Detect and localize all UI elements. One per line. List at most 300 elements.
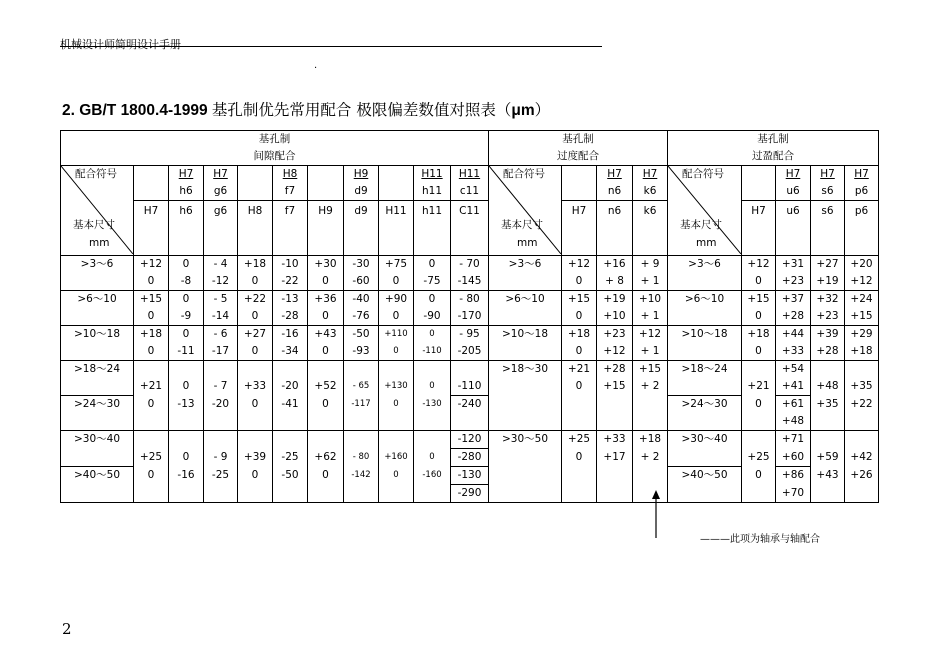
value-cell	[134, 485, 169, 503]
upper-deviation: +12	[567, 258, 591, 270]
upper-deviation: 0	[182, 293, 190, 305]
lower-deviation: -22	[281, 275, 299, 287]
value-cell	[344, 256, 379, 291]
fit-hole: H11	[421, 168, 443, 180]
value-cell	[562, 413, 597, 431]
lower-deviation: -90	[423, 310, 441, 322]
value-cell	[414, 485, 451, 503]
fit-hole: H7	[213, 168, 228, 180]
upper-deviation: +19	[603, 293, 626, 305]
upper-deviation: +35	[845, 378, 879, 396]
upper-deviation: +18	[139, 328, 163, 340]
tolerance-cell: g6	[204, 201, 238, 256]
lower-deviation: -34	[281, 345, 299, 357]
lower-deviation: -20	[204, 396, 238, 414]
value-cell	[742, 291, 776, 326]
upper-deviation: +15	[633, 361, 668, 379]
fit-shaft: k6	[643, 185, 657, 197]
value-cell	[845, 326, 879, 361]
arrow-up-icon	[650, 490, 662, 538]
fit-symbol-cell	[562, 166, 597, 201]
lower-deviation: +33	[781, 345, 805, 357]
lower-deviation: 0	[322, 345, 329, 357]
lower-deviation: -117	[344, 396, 379, 414]
bearing-note: ———此项为轴承与轴配合	[700, 534, 820, 545]
upper-deviation: +31	[781, 258, 805, 270]
value-cell	[204, 256, 238, 291]
upper-deviation: +30	[314, 258, 337, 270]
lower-deviation: -240	[451, 396, 489, 414]
lower-deviation: -142	[344, 467, 379, 485]
upper-deviation: +24	[850, 293, 873, 305]
value-cell	[204, 291, 238, 326]
value-cell	[845, 413, 879, 431]
fit-symbol-label: 配合符号	[503, 168, 545, 180]
fit-hole: H7	[178, 168, 194, 180]
upper-deviation: +160	[379, 449, 414, 467]
size-cell: >24～30	[668, 396, 742, 431]
size-row	[61, 378, 879, 396]
tolerance-cell: h11	[414, 201, 451, 256]
size-cell: >40～50	[61, 467, 134, 503]
corner-diagonal-cell	[668, 166, 742, 256]
size-cell: >30～40	[668, 431, 742, 467]
value-cell	[134, 256, 169, 291]
lower-deviation: +15	[850, 310, 873, 322]
lower-deviation: -14	[211, 310, 230, 322]
upper-deviation: +43	[314, 328, 337, 340]
value-cell	[489, 396, 562, 414]
upper-deviation: +44	[781, 328, 805, 340]
lower-deviation: +18	[850, 345, 873, 357]
fit-hole: H7	[785, 168, 801, 180]
value-cell: +48	[776, 413, 811, 431]
value-cell	[169, 361, 204, 379]
value-cell: +70	[776, 485, 811, 503]
group-label: 基孔制	[258, 133, 291, 145]
value-cell	[134, 413, 169, 431]
lower-deviation: -145	[457, 275, 482, 287]
size-cell: >10～18	[61, 326, 134, 361]
value-cell	[451, 256, 489, 291]
lower-deviation: 0	[251, 310, 259, 322]
lower-deviation: -76	[352, 310, 370, 322]
upper-deviation: 0	[429, 329, 435, 339]
upper-deviation: -20	[273, 378, 308, 396]
lower-deviation: -11	[177, 345, 195, 357]
value-cell	[562, 326, 597, 361]
size-cell: >6～10	[668, 291, 742, 326]
lower-deviation: -130	[414, 396, 451, 414]
unit-label: mm	[517, 237, 538, 249]
fit-symbol-cell	[451, 166, 489, 201]
lower-deviation: -16	[169, 467, 204, 485]
lower-deviation: + 8	[605, 275, 624, 287]
value-cell	[597, 326, 633, 361]
deviation-table	[60, 130, 879, 503]
value-cell	[811, 326, 845, 361]
lower-deviation: 0	[379, 467, 414, 485]
fit-shaft: f7	[284, 185, 296, 197]
upper-deviation: -10	[281, 258, 299, 270]
value-cell	[379, 326, 414, 361]
basic-size-label: 基本尺寸	[501, 219, 543, 231]
lower-deviation: 0	[562, 449, 597, 467]
fit-symbol-cell	[308, 166, 344, 201]
tolerance-cell: H9	[308, 201, 344, 256]
lower-deviation: 0	[251, 275, 259, 287]
value-cell	[451, 413, 489, 431]
fit-symbol-cell	[414, 166, 451, 201]
upper-deviation: - 6	[213, 328, 228, 340]
size-cell: >3～6	[668, 256, 742, 291]
value-cell	[169, 431, 204, 449]
value-cell	[134, 326, 169, 361]
upper-deviation: +32	[816, 293, 839, 305]
value-cell	[344, 291, 379, 326]
fit-shaft: g6	[213, 185, 228, 197]
value-cell	[379, 413, 414, 431]
fit-hole: H7	[607, 168, 622, 180]
upper-deviation: -13	[281, 293, 299, 305]
basic-size-label: 基本尺寸	[680, 219, 722, 231]
value-cell	[273, 291, 308, 326]
value-cell	[597, 256, 633, 291]
upper-deviation: +18	[633, 431, 668, 449]
upper-deviation: +25	[562, 431, 597, 449]
lower-deviation: + 2	[633, 449, 668, 467]
lower-deviation: 0	[134, 396, 169, 414]
value-cell	[562, 256, 597, 291]
upper-deviation: - 5	[213, 293, 228, 305]
value-cell	[742, 361, 776, 379]
lower-deviation: 0	[308, 467, 344, 485]
value-cell: -130	[451, 467, 489, 485]
value-cell	[562, 291, 597, 326]
value-cell	[308, 361, 344, 379]
lower-deviation: -17	[211, 345, 230, 357]
fit-shaft: s6	[821, 185, 834, 197]
lower-deviation: 0	[322, 275, 329, 287]
size-row	[61, 326, 879, 361]
size-cell: >6～10	[489, 291, 562, 326]
upper-deviation: 0	[169, 378, 204, 396]
fit-hole: H7	[642, 168, 658, 180]
upper-deviation: +39	[816, 328, 839, 340]
size-row	[61, 256, 879, 291]
lower-deviation: + 1	[640, 310, 660, 322]
upper-deviation: +12	[139, 258, 163, 270]
value-cell	[273, 413, 308, 431]
lower-deviation: +23	[816, 310, 839, 322]
upper-deviation: +23	[603, 328, 626, 340]
value-cell	[597, 485, 633, 503]
value-cell	[597, 396, 633, 414]
value-cell	[273, 485, 308, 503]
upper-deviation: - 4	[213, 258, 228, 270]
value-cell	[379, 431, 414, 449]
upper-deviation: +59	[811, 449, 845, 467]
value-cell	[204, 485, 238, 503]
upper-deviation: +10	[638, 293, 662, 305]
tolerance-cell: f7	[273, 201, 308, 256]
value-cell	[597, 467, 633, 485]
value-cell	[344, 431, 379, 449]
value-cell	[811, 431, 845, 449]
fit-symbol-cell	[169, 166, 204, 201]
upper-deviation: +21	[562, 361, 597, 379]
fit-hole: H8	[282, 168, 298, 180]
value-cell	[489, 449, 562, 467]
value-cell	[204, 361, 238, 379]
lower-deviation: +35	[811, 396, 845, 414]
header-rule	[60, 46, 602, 47]
group-label: 基孔制	[757, 133, 789, 145]
value-cell	[308, 431, 344, 449]
size-row	[61, 291, 879, 326]
fit-symbol-cell	[776, 166, 811, 201]
value-cell	[633, 326, 668, 361]
lower-deviation: 0	[575, 345, 583, 357]
value-cell	[742, 413, 776, 431]
fit-shaft: n6	[607, 185, 622, 197]
size-cell: >30～50	[489, 431, 562, 449]
tolerance-cell: n6	[597, 201, 633, 256]
value-cell	[845, 431, 879, 449]
value-cell	[776, 256, 811, 291]
fit-shaft: u6	[786, 185, 800, 197]
upper-deviation: -25	[273, 449, 308, 467]
value-cell	[308, 256, 344, 291]
lower-deviation: 0	[238, 467, 273, 485]
upper-deviation: - 95	[459, 328, 480, 340]
lower-deviation: -41	[273, 396, 308, 414]
lower-deviation: +28	[781, 310, 805, 322]
value-cell	[414, 413, 451, 431]
upper-deviation: -16	[281, 328, 299, 340]
value-cell	[414, 361, 451, 379]
upper-deviation: +36	[314, 293, 337, 305]
value-cell	[414, 326, 451, 361]
fit-shaft: d9	[354, 185, 368, 197]
value-cell	[379, 291, 414, 326]
fit-symbol-cell	[273, 166, 308, 201]
section-title	[62, 98, 550, 120]
upper-deviation: 0	[428, 293, 436, 305]
value-cell	[845, 291, 879, 326]
lower-deviation: +19	[816, 275, 839, 287]
upper-deviation: +75	[384, 258, 408, 270]
title-prefix: 2. GB/T 1800.4-1999	[62, 102, 212, 119]
tolerance-row	[61, 201, 879, 256]
size-row	[61, 467, 879, 485]
lower-deviation: -75	[423, 275, 441, 287]
lower-deviation: -170	[457, 310, 482, 322]
lower-deviation: -110	[422, 346, 442, 356]
tolerance-cell: d9	[344, 201, 379, 256]
value-cell	[489, 413, 562, 431]
tolerance-cell: s6	[811, 201, 845, 256]
lower-deviation: 0	[575, 310, 583, 322]
value-cell	[489, 467, 562, 485]
value-cell	[597, 413, 633, 431]
lower-deviation: -160	[414, 467, 451, 485]
size-cell: >10～18	[489, 326, 562, 361]
value-cell	[633, 256, 668, 291]
value-cell	[169, 413, 204, 431]
lower-deviation: +10	[603, 310, 626, 322]
lower-deviation: 0	[322, 310, 329, 322]
upper-deviation: +22	[243, 293, 267, 305]
upper-deviation: +18	[747, 328, 770, 340]
value-cell	[204, 413, 238, 431]
upper-deviation: +12	[638, 328, 662, 340]
lower-deviation: -60	[352, 275, 370, 287]
upper-deviation: - 80	[459, 293, 480, 305]
tolerance-cell: H8	[238, 201, 273, 256]
value-cell	[597, 291, 633, 326]
value-cell	[451, 326, 489, 361]
tolerance-cell: u6	[776, 201, 811, 256]
value-cell	[169, 326, 204, 361]
value-cell	[344, 326, 379, 361]
value-cell	[238, 485, 273, 503]
lower-deviation: 0	[393, 346, 399, 356]
value-cell: +41	[776, 378, 811, 396]
upper-deviation: +90	[384, 293, 408, 305]
lower-deviation: 0	[755, 345, 762, 357]
upper-deviation: 0	[182, 258, 190, 270]
value-cell	[308, 326, 344, 361]
value-cell	[379, 485, 414, 503]
value-cell	[308, 291, 344, 326]
upper-deviation: +130	[379, 378, 414, 396]
size-row	[61, 485, 879, 503]
value-cell	[238, 413, 273, 431]
value-cell	[134, 291, 169, 326]
upper-deviation: +27	[816, 258, 839, 270]
upper-deviation: +52	[308, 378, 344, 396]
fit-symbol-cell	[379, 166, 414, 201]
upper-deviation: +29	[850, 328, 873, 340]
value-cell	[451, 361, 489, 379]
size-cell: >18～24	[61, 361, 134, 396]
value-cell: -290	[451, 485, 489, 503]
upper-deviation: - 80	[344, 449, 379, 467]
value-cell	[776, 291, 811, 326]
lower-deviation: + 1	[640, 345, 660, 357]
tolerance-cell: p6	[845, 201, 879, 256]
size-cell: >3～6	[61, 256, 134, 291]
value-cell	[562, 485, 597, 503]
value-cell	[633, 413, 668, 431]
upper-deviation: +16	[603, 258, 626, 270]
value-cell	[489, 378, 562, 396]
value-cell	[273, 256, 308, 291]
value-cell	[204, 326, 238, 361]
value-cell	[742, 326, 776, 361]
lower-deviation: +23	[781, 275, 805, 287]
upper-deviation: - 7	[204, 378, 238, 396]
value-cell	[344, 361, 379, 379]
upper-deviation: 0	[428, 258, 436, 270]
tolerance-cell: H7	[562, 201, 597, 256]
upper-deviation: +28	[597, 361, 633, 379]
lower-deviation: 0	[742, 467, 776, 485]
lower-deviation: -12	[211, 275, 230, 287]
value-cell	[379, 361, 414, 379]
value-cell	[379, 256, 414, 291]
upper-deviation: 0	[414, 378, 451, 396]
value-cell	[238, 326, 273, 361]
lower-deviation: 0	[147, 275, 155, 287]
value-cell: +71	[776, 431, 811, 449]
lower-deviation: 0	[147, 310, 155, 322]
value-cell	[238, 256, 273, 291]
value-cell: +54	[776, 361, 811, 379]
table-body	[61, 131, 879, 503]
size-cell: >40～50	[668, 467, 742, 503]
value-cell: -280	[451, 449, 489, 467]
tolerance-cell: H7	[742, 201, 776, 256]
upper-deviation: +15	[139, 293, 163, 305]
upper-deviation: -110	[451, 378, 489, 396]
size-row	[61, 413, 879, 431]
upper-deviation: - 9	[204, 449, 238, 467]
lower-deviation: 0	[562, 378, 597, 396]
value-cell	[562, 467, 597, 485]
fit-symbol-cell	[597, 166, 633, 201]
size-row	[61, 449, 879, 467]
value-cell	[742, 256, 776, 291]
value-cell	[308, 485, 344, 503]
value-cell	[273, 431, 308, 449]
group-clearance	[61, 131, 489, 166]
value-cell	[742, 431, 776, 449]
upper-deviation: +21	[134, 378, 169, 396]
lower-deviation: -93	[352, 345, 370, 357]
lower-deviation: +26	[845, 467, 879, 485]
value-cell	[845, 256, 879, 291]
fit-shaft: h6	[179, 185, 193, 197]
value-cell	[633, 467, 668, 485]
fit-shaft: h11	[421, 185, 442, 197]
upper-deviation: +18	[243, 258, 267, 270]
lower-deviation: 0	[755, 310, 762, 322]
upper-deviation: +33	[597, 431, 633, 449]
value-cell	[845, 485, 879, 503]
upper-deviation: +12	[747, 258, 770, 270]
fit-symbol-label: 配合符号	[75, 168, 117, 180]
value-cell	[169, 485, 204, 503]
tolerance-cell: h6	[169, 201, 204, 256]
value-cell	[134, 361, 169, 379]
upper-deviation: +110	[384, 329, 408, 339]
group-label: 过盈配合	[752, 150, 794, 162]
lower-deviation: 0	[251, 345, 259, 357]
size-cell: >6～10	[61, 291, 134, 326]
lower-deviation: +22	[845, 396, 879, 414]
value-cell	[811, 485, 845, 503]
upper-deviation: - 65	[344, 378, 379, 396]
lower-deviation: -13	[169, 396, 204, 414]
basic-size-label: 基本尺寸	[73, 219, 115, 231]
fit-symbol-cell	[134, 166, 169, 201]
value-cell	[633, 291, 668, 326]
corner-diagonal-cell	[61, 166, 134, 256]
lower-deviation: 0	[379, 396, 414, 414]
tolerance-cell: H11	[379, 201, 414, 256]
